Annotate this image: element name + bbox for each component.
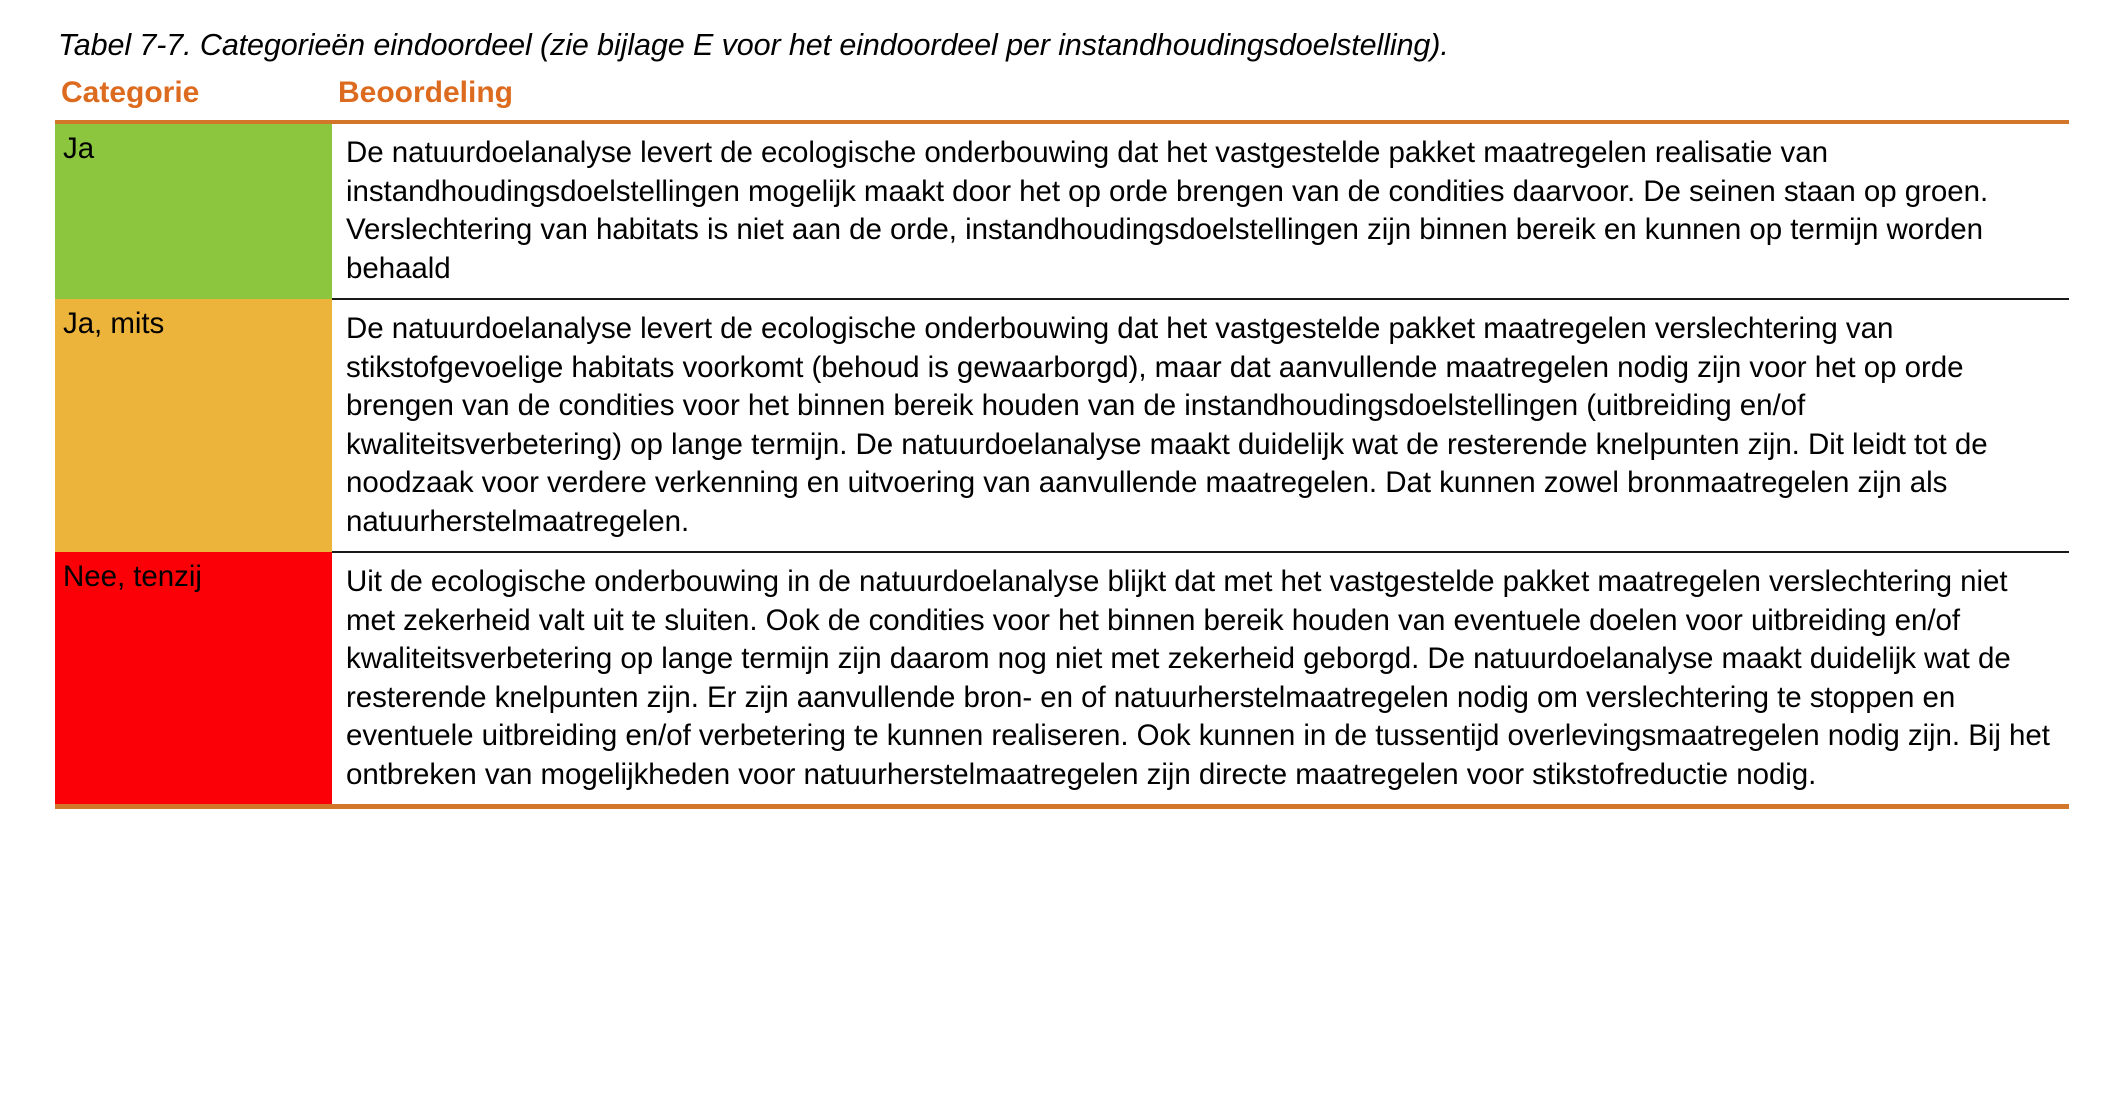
column-header-categorie: Categorie xyxy=(55,76,332,122)
column-header-beoordeling: Beoordeling xyxy=(332,76,2069,122)
table-header-row xyxy=(55,76,2069,122)
table-caption: Tabel 7-7. Categorieën eindoordeel (zie bijlage E voor het eindoordeel per instandhoudingsdoelstelling). xyxy=(58,28,1449,62)
category-cell-ja-mits: Ja, mits xyxy=(55,299,332,552)
table-row xyxy=(55,122,2069,299)
table-header xyxy=(55,76,2069,122)
table-row xyxy=(55,552,2069,807)
table-body xyxy=(55,122,2069,807)
category-cell-nee-tenzij: Nee, tenzij xyxy=(55,552,332,807)
table-row xyxy=(55,299,2069,552)
assessment-cell-ja: De natuurdoelanalyse levert de ecologische onderbouwing dat het vastgestelde pakket maatregelen realisatie van instandhoudingsdoelstellingen mogelijk maakt door het op orde brengen van de condities daarvoor. De seinen staan op groen. Verslechtering van habitats is niet aan de orde, instandhoudingsdoelstellingen zijn binnen bereik en kunnen op termijn worden behaald xyxy=(332,122,2069,299)
categories-table xyxy=(55,76,2069,809)
assessment-cell-nee-tenzij: Uit de ecologische onderbouwing in de natuurdoelanalyse blijkt dat met het vastgestelde pakket maatregelen verslechtering niet met zekerheid valt uit te sluiten. Ook de condities voor het binnen bereik houden van eventuele doelen voor uitbreiding en/of kwaliteitsverbetering op lange termijn zijn daarom nog niet met zekerheid geborgd. De natuurdoelanalyse maakt duidelijk wat de resterende knelpunten zijn. Er zijn aanvullende bron- en of natuurherstelmaatregelen nodig om verslechtering te stoppen en eventuele uitbreiding en/of verbetering te kunnen realiseren. Ook kunnen in de tussentijd overlevingsmaatregelen nodig zijn. Bij het ontbreken van mogelijkheden voor natuurherstelmaatregelen zijn directe maatregelen voor stikstofreductie nodig. xyxy=(332,552,2069,807)
assessment-cell-ja-mits: De natuurdoelanalyse levert de ecologische onderbouwing dat het vastgestelde pakket maatregelen verslechtering van stikstofgevoelige habitats voorkomt (behoud is gewaarborgd), maar dat aanvullende maatregelen nodig zijn voor het op orde brengen van de condities voor het binnen bereik houden van de instandhoudingsdoelstellingen (uitbreiding en/of kwaliteitsverbetering) op lange termijn. De natuurdoelanalyse maakt duidelijk wat de resterende knelpunten zijn. Dit leidt tot de noodzaak voor verdere verkenning en uitvoering van aanvullende maatregelen. Dat kunnen zowel bronmaatregelen zijn als natuurherstelmaatregelen. xyxy=(332,299,2069,552)
category-cell-ja: Ja xyxy=(55,122,332,299)
